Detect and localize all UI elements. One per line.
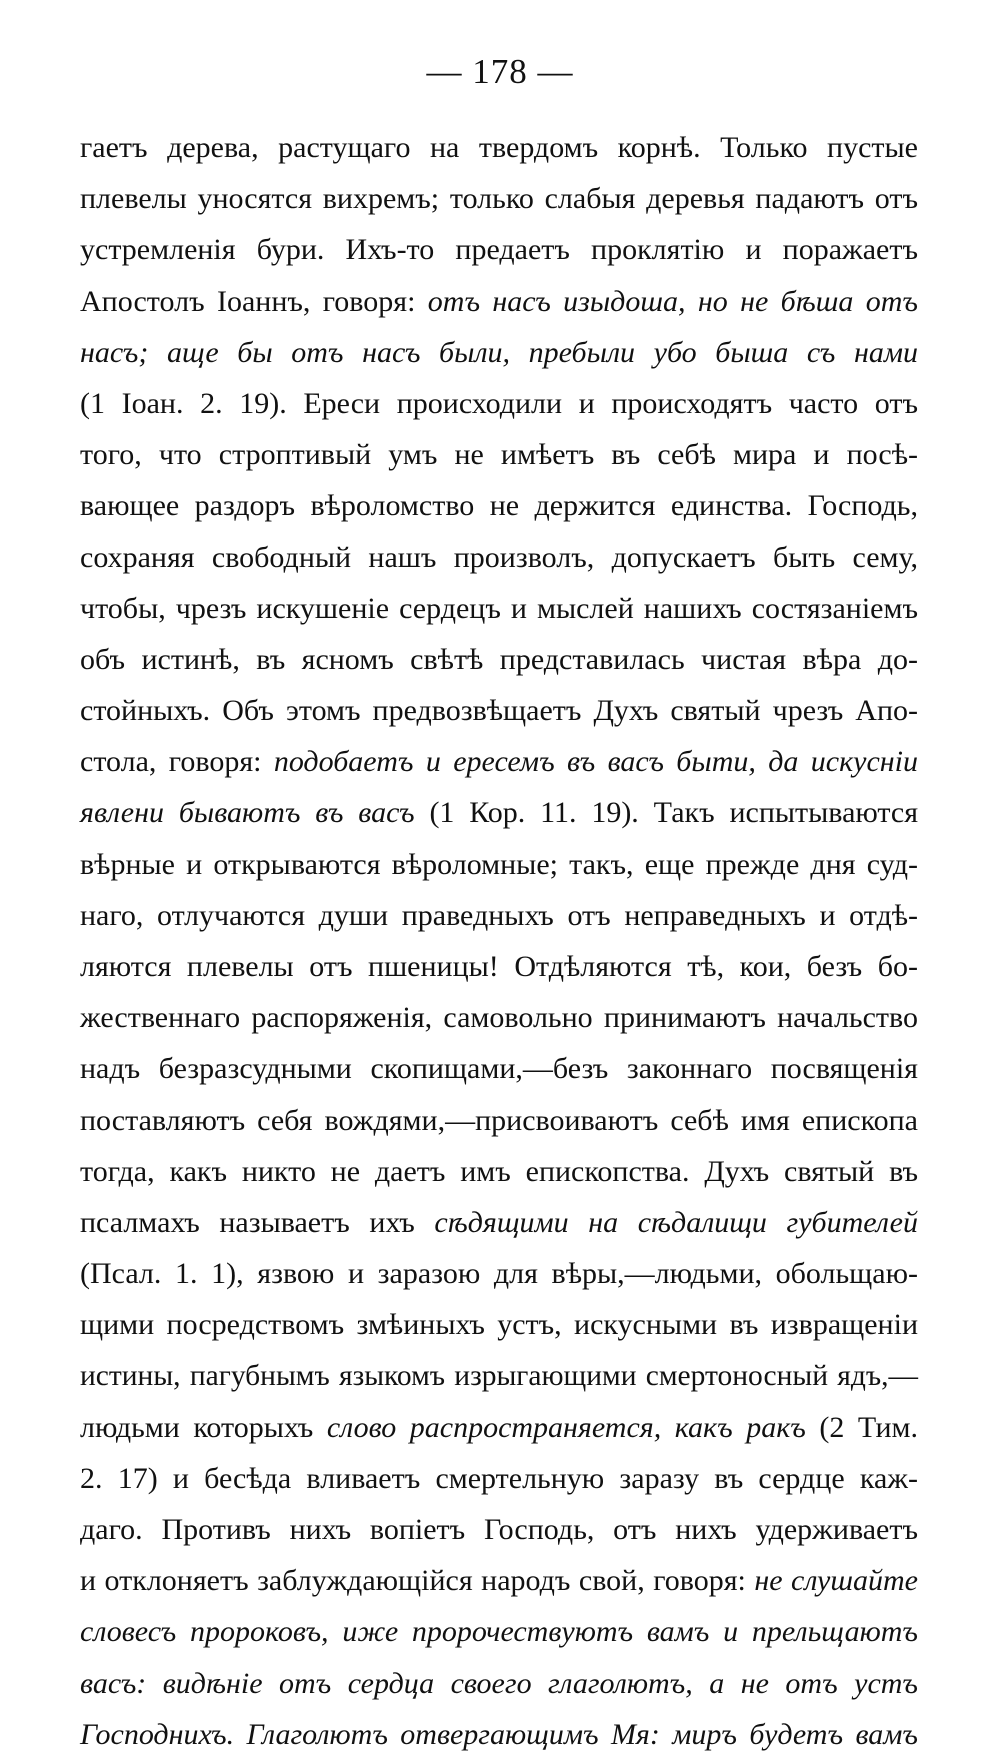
- text-segment: поставляютъ себя вождями,—присвоиваютъ себѣ имя епископа: [80, 1103, 918, 1137]
- text-line: [80, 1709, 918, 1760]
- text-segment: людьми которыхъ: [80, 1410, 327, 1444]
- text-segment: наго, отлучаются души праведныхъ отъ неправедныхъ и отдѣ-: [80, 898, 918, 932]
- text-line: [80, 583, 918, 634]
- text-line: [80, 839, 918, 890]
- text-line: [80, 1504, 918, 1555]
- text-segment: Апостолъ Іоаннъ, говоря:: [80, 284, 428, 318]
- text-segment: стойныхъ. Объ этомъ предвозвѣщаетъ Духъ святый чрезъ Апо-: [80, 694, 918, 728]
- italic-quote-segment: сѣдящими на сѣдалищи губителей: [434, 1205, 918, 1239]
- text-segment: надъ безразсудными скопищами,—безъ законнаго посвященія: [80, 1052, 918, 1086]
- text-line: [80, 276, 918, 327]
- italic-quote-segment: словесъ пророковъ, иже пророчествуютъ вамъ и прельщаютъ: [80, 1615, 918, 1649]
- text-line: [80, 992, 918, 1043]
- text-line: [80, 480, 918, 531]
- text-segment: сохраняя свободный нашъ произволъ, допускаетъ быть сему,: [80, 540, 918, 574]
- text-line: [80, 685, 918, 736]
- italic-quote-segment: Господнихъ. Глаголютъ отвергающимъ Мя: миръ будетъ вамъ: [80, 1717, 918, 1751]
- italic-quote-segment: не слушайте: [754, 1564, 918, 1598]
- text-line: [80, 890, 918, 941]
- text-segment: (1 Кор. 11. 19). Такъ испытываются: [414, 796, 918, 830]
- text-line: [80, 1351, 918, 1402]
- text-segment: истины, пагубнымъ языкомъ изрыгающими смертоносный ядъ,—: [80, 1359, 918, 1392]
- italic-quote-segment: отъ насъ изыдоша, но не бѣша отъ: [427, 284, 919, 318]
- text-segment: вающее раздоръ вѣроломство не держится единства. Господь,: [80, 489, 918, 523]
- text-line: [80, 224, 918, 275]
- text-segment: вѣрные и открываются вѣроломные; такъ, еще прежде дня суд-: [80, 847, 918, 881]
- text-line: [80, 429, 918, 480]
- italic-quote-segment: насъ; аще бы отъ насъ были, пребыли убо быша съ нами: [80, 335, 918, 369]
- text-line: [80, 1606, 918, 1657]
- page-number: — 178 —: [426, 52, 574, 91]
- text-line: [80, 1658, 918, 1709]
- text-line: [80, 1248, 918, 1299]
- text-line: [80, 1043, 918, 1094]
- text-segment: плевелы уносятся вихремъ; только слабыя деревья падаютъ отъ: [80, 182, 918, 216]
- italic-quote-segment: васъ: видѣніе отъ сердца своего глаголютъ, а не отъ устъ: [80, 1666, 918, 1700]
- italic-quote-segment: подобаетъ и ересемъ въ васъ быти, да искусніи: [273, 745, 918, 779]
- italic-quote-segment: слово распространяется, какъ ракъ: [326, 1410, 806, 1444]
- text-segment: даго. Противъ нихъ вопіетъ Господь, отъ нихъ удерживаетъ: [80, 1513, 918, 1547]
- text-line: [80, 634, 918, 685]
- italic-quote-segment: явлени бываютъ въ васъ: [80, 796, 415, 830]
- text-segment: чтобы, чрезъ искушеніе сердецъ и мыслей нашихъ состязаніемъ: [80, 591, 918, 625]
- text-segment: 2. 17) и бесѣда вливаетъ смертельную заразу въ сердце каж-: [80, 1461, 918, 1495]
- text-segment: (2 Тим.: [805, 1410, 919, 1444]
- text-segment: ляются плевелы отъ пшеницы! Отдѣляются тѣ, кои, безъ бо-: [80, 950, 918, 983]
- text-segment: тогда, какъ никто не даетъ имъ епископства. Духъ святый въ: [80, 1154, 918, 1188]
- text-line: [80, 327, 918, 378]
- text-line: [80, 532, 918, 583]
- text-segment: устремленія бури. Ихъ-то предаетъ проклятію и поражаетъ: [80, 233, 918, 267]
- text-segment: гаетъ дерева, растущаго на твердомъ корнѣ. Только пустые: [80, 131, 918, 164]
- text-line: [80, 1146, 918, 1197]
- text-segment: того, что строптивый умъ не имѣетъ въ себѣ мира и посѣ-: [80, 438, 918, 472]
- text-line: [80, 941, 918, 992]
- text-segment: объ истинѣ, въ ясномъ свѣтѣ представилась чистая вѣра до-: [80, 642, 918, 676]
- text-line: [80, 122, 918, 173]
- text-line: [80, 787, 918, 838]
- text-line: [80, 1402, 918, 1453]
- text-line: [80, 378, 918, 429]
- page-body-text: [80, 122, 918, 1760]
- text-line: [80, 1197, 918, 1248]
- text-line: [80, 1095, 918, 1146]
- text-line: [80, 736, 918, 787]
- text-segment: щими посредствомъ змѣиныхъ устъ, искусными въ извращеніи: [80, 1308, 918, 1342]
- text-line: [80, 1299, 918, 1350]
- text-segment: псалмахъ называетъ ихъ: [80, 1205, 435, 1239]
- text-segment: жественнаго распоряженія, самовольно принимаютъ начальство: [80, 1001, 918, 1035]
- text-segment: стола, говоря:: [80, 745, 274, 779]
- text-segment: и отклоняетъ заблуждающійся народъ свой, говоря:: [80, 1564, 755, 1598]
- text-line: [80, 1555, 918, 1606]
- text-line: [80, 173, 918, 224]
- text-segment: (Псал. 1. 1), язвою и заразою для вѣры,—людьми, обольщаю-: [80, 1257, 918, 1291]
- text-line: [80, 1453, 918, 1504]
- text-segment: (1 Іоан. 2. 19). Ереси происходили и происходятъ часто отъ: [80, 386, 918, 420]
